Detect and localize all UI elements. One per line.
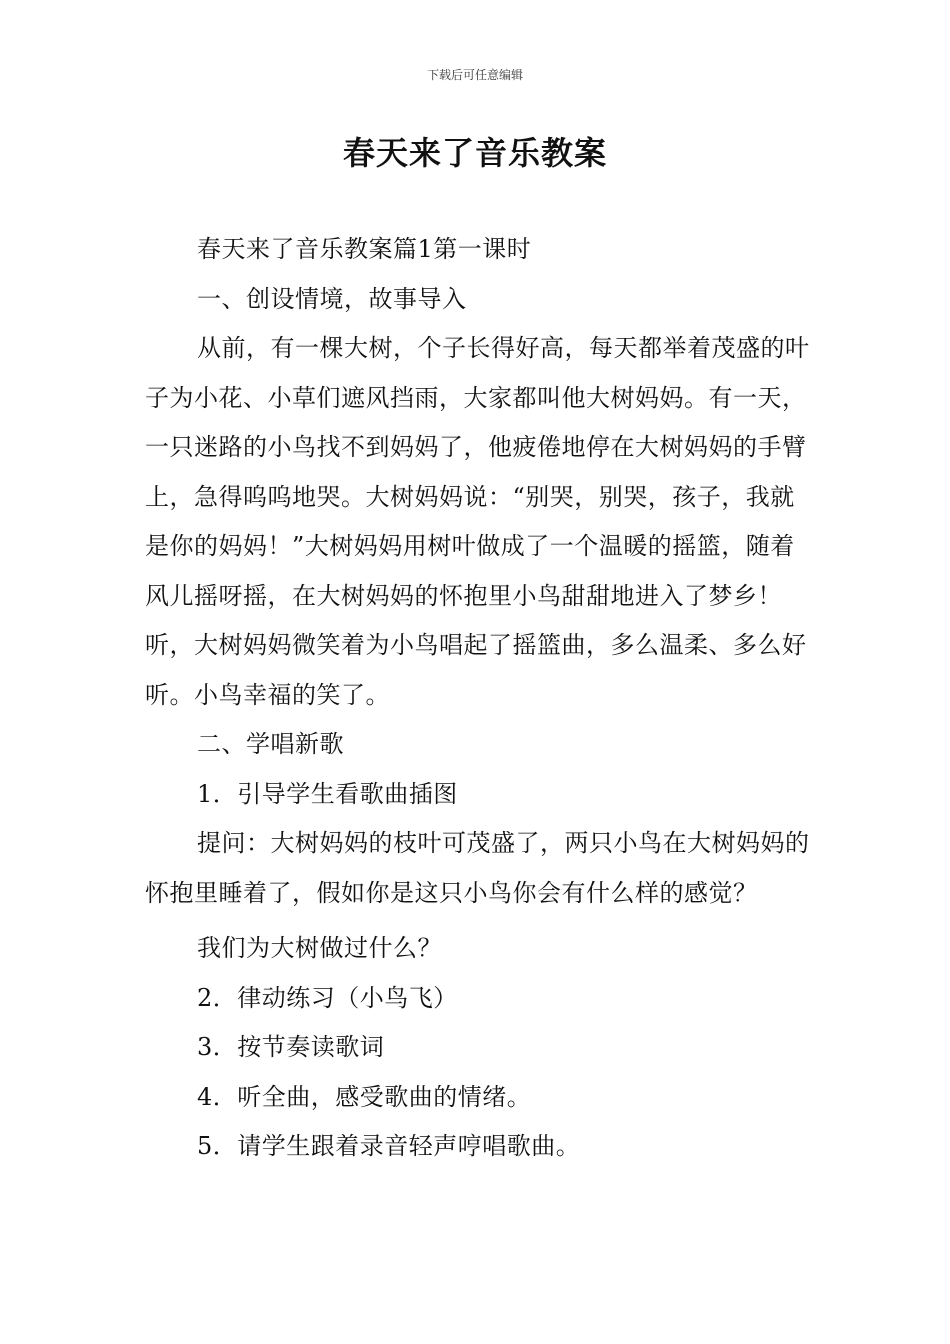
paragraph-question: 提问：大树妈妈的枝叶可茂盛了，两只小鸟在大树妈妈的怀抱里睡着了，假如你是这只小鸟你会有什么样的感觉？ (145, 829, 810, 907)
paragraph-step-3: 3．按节奏读歌词 (197, 1033, 385, 1061)
paragraph-story: 从前，有一棵大树，个子长得好高，每天都举着茂盛的叶子为小花、小草们遮风挡雨，大家都叫他大树妈妈。有一天，一只迷路的小鸟找不到妈妈了，他疲倦地停在大树妈妈的手臂上，急得呜呜地哭。大树妈妈说：“别哭，别哭，孩子，我就是你的妈妈！”大树妈妈用树叶做成了一个温暖的摇篮，随着风儿摇呀摇，在大树妈妈的怀抱里小鸟甜甜地进入了梦乡！听，大树妈妈微笑着为小鸟唱起了摇篮曲，多么温柔、多么好听。小鸟幸福的笑了。 (145, 334, 810, 709)
document-title: 春天来了音乐教案 (342, 134, 607, 172)
paragraph-step-5: 5．请学生跟着录音轻声哼唱歌曲。 (197, 1132, 581, 1160)
paragraph-what-we-did: 我们为大树做过什么？ (197, 934, 442, 962)
header-note: 下载后可任意编辑 (426, 68, 523, 82)
paragraph-lesson-heading: 春天来了音乐教案篇1第一课时 (197, 235, 532, 263)
paragraph-step-2: 2．律动练习（小鸟飞） (197, 983, 458, 1012)
paragraph-section-two: 二、学唱新歌 (197, 730, 344, 758)
document-body (145, 225, 810, 1172)
paragraph-section-one: 一、创设情境，故事导入 (197, 284, 467, 313)
paragraph-step-1: 1．引导学生看歌曲插图 (197, 779, 458, 808)
paragraph-step-4: 4．听全曲，感受歌曲的情绪。 (197, 1082, 532, 1111)
